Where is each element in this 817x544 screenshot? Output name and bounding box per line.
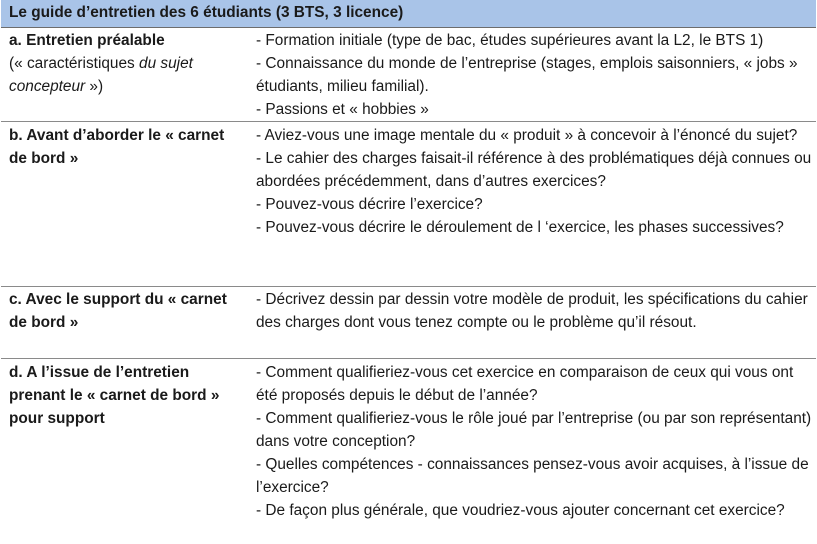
list-item: - Comment qualifieriez-vous le rôle joué par l’entreprise (ou par son représentant) dans votre conception? [256, 407, 812, 453]
section-row-d [1, 359, 816, 544]
section-label-c: c. Avec le support du « carnet de bord » [1, 287, 250, 359]
section-row-a [1, 28, 816, 122]
section-note [9, 55, 193, 95]
section-label-d: d. A l’issue de l’entretien prenant le « carnet de bord » pour support [1, 359, 250, 544]
list-item: - Décrivez dessin par dessin votre modèle de produit, les spécifications du cahier des charges dont vous tenez compte ou le problème qu’il résout. [256, 288, 812, 334]
section-row-b [1, 122, 816, 287]
section-items-d [250, 359, 816, 544]
table-title: Le guide d’entretien des 6 étudiants (3 BTS, 3 licence) [1, 0, 816, 28]
list-item: - Pouvez-vous décrire le déroulement de l ‘exercice, les phases successives? [256, 216, 812, 239]
interview-guide-table [1, 0, 816, 544]
list-item: - Le cahier des charges faisait-il référence à des problématiques déjà connues ou abordées précédemment, dans d’autres exercices? [256, 147, 812, 193]
list-item: - Passions et « hobbies » [256, 98, 812, 121]
table-header-row [1, 0, 816, 28]
section-label-a [1, 28, 250, 122]
list-item: - Quelles compétences - connaissances pensez-vous avoir acquises, à l’issue de l’exercice? [256, 453, 812, 499]
note-text-end: ») [85, 78, 103, 95]
section-items-b [250, 122, 816, 287]
list-item: - Aviez-vous une image mentale du « produit » à concevoir à l’énoncé du sujet? [256, 124, 812, 147]
list-item: - Connaissance du monde de l’entreprise (stages, emplois saisonniers, « jobs » étudiants, milieu familial). [256, 52, 812, 98]
section-row-c [1, 287, 816, 359]
list-item: - De façon plus générale, que voudriez-vous ajouter concernant cet exercice? [256, 499, 812, 522]
list-item: - Formation initiale (type de bac, études supérieures avant la L2, le BTS 1) [256, 29, 812, 52]
note-text-start: (« caractéristiques [9, 55, 139, 72]
section-items-a [250, 28, 816, 122]
section-title: a. Entretien préalable [9, 32, 165, 49]
section-items-c [250, 287, 816, 359]
list-item: - Pouvez-vous décrire l’exercice? [256, 193, 812, 216]
note-text-italic: du sujet concepteur [9, 55, 193, 95]
section-label-b: b. Avant d’aborder le « carnet de bord » [1, 122, 250, 287]
list-item: - Comment qualifieriez-vous cet exercice en comparaison de ceux qui vous ont été proposés depuis le début de l’année? [256, 361, 812, 407]
